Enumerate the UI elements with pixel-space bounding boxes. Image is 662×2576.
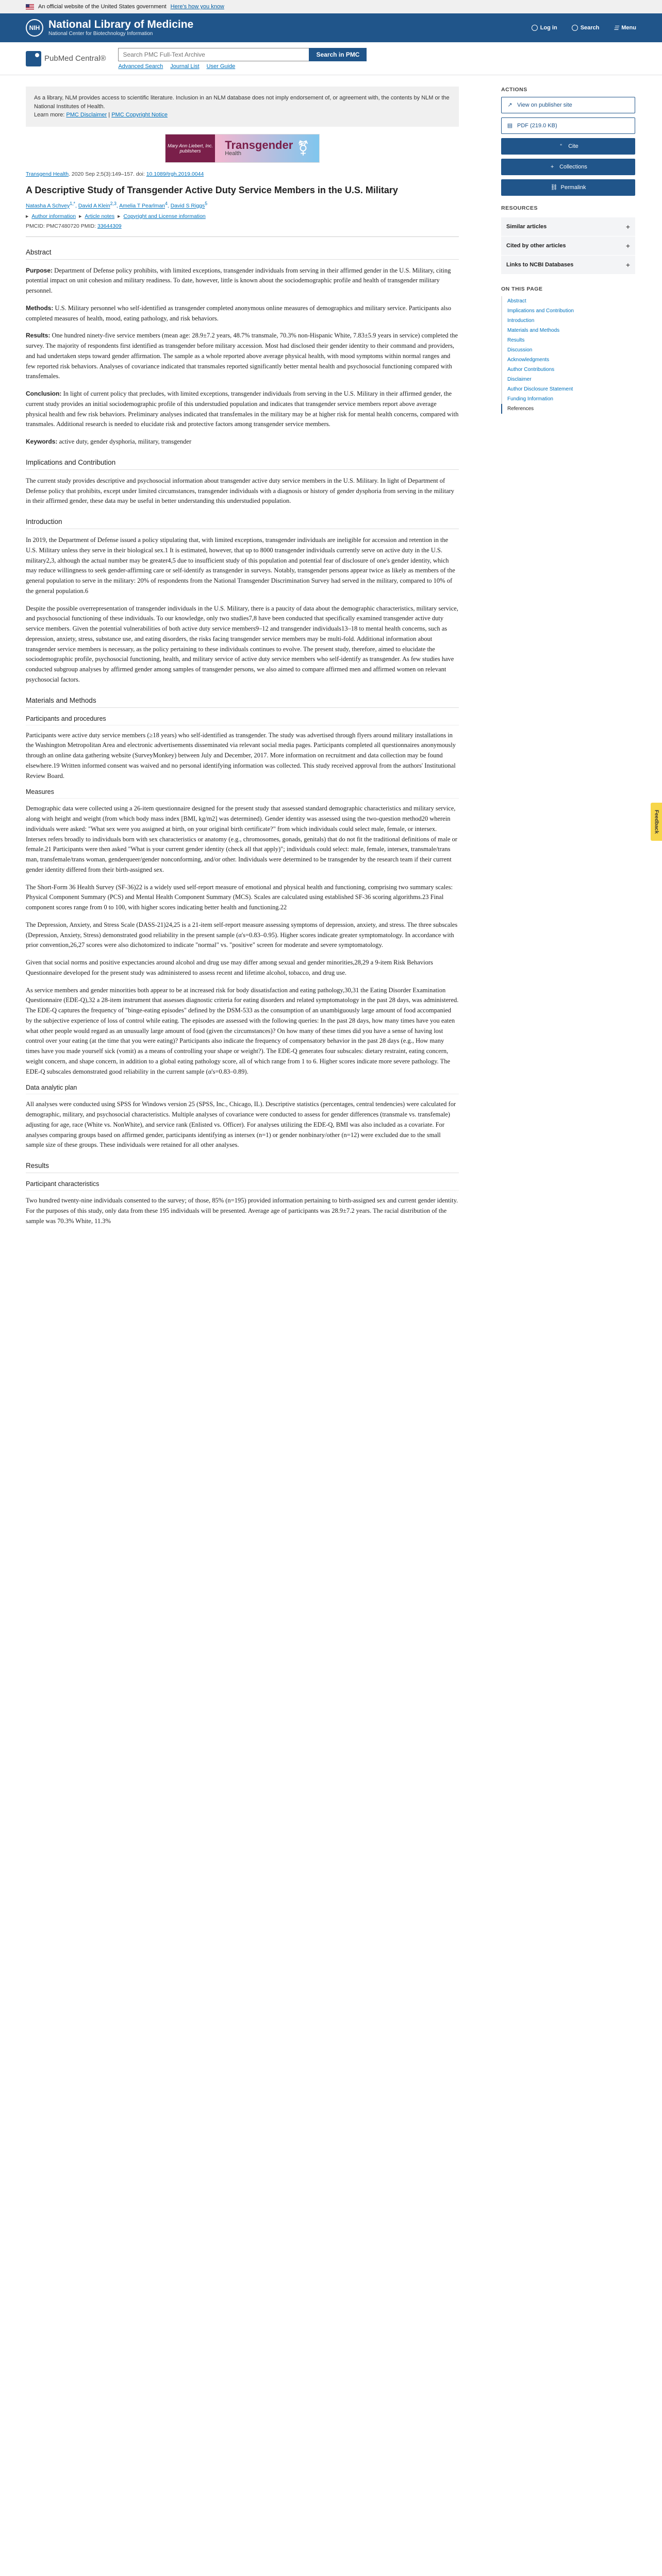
article-notes-link[interactable]: Article notes (85, 213, 115, 219)
toc-link[interactable]: Abstract (507, 298, 526, 304)
citation-line: Transgend Health. 2020 Sep 2;5(3):149–157. doi: 10.1089/trgh.2019.0044 (26, 171, 204, 177)
toc-link[interactable]: Funding Information (507, 396, 553, 402)
link-icon: ⛓ (550, 184, 558, 191)
toc-link[interactable]: Materials and Methods (507, 328, 560, 333)
methods-heading: Materials and Methods (26, 693, 459, 708)
quote-icon: “ (560, 143, 562, 149)
pmc-logo[interactable]: PubMed Central® (26, 51, 106, 66)
abstract-results: Results: One hundred ninety-five service members (mean age: 28.9±7.2 years, 48.7% transmale, 70.3% non-Hispanic White, 7.83±5.9 years in service) completed the survey. The majority of respondents first identified as transgender before military accession. Most had disclosed their gender identity to their command and providers, and had undertaken steps toward gender affirmation. The sample as a whole reported above average physical health, with mood symptoms within normal ranges and few reported risk behaviors. Analyses of covariance indicated that transmales reported significantly better mental health and psychosocial functioning compared with transfemales. (26, 332, 458, 380)
on-this-page-title: ON THIS PAGE (501, 286, 543, 292)
disclaimer-text: As a library, NLM provides access to scientific literature. Inclusion in an NLM database does not imply endorsement of, or agreement with, the contents by NLM or the National Institutes of Health. (34, 95, 450, 110)
journal-title: Transgender Health (225, 138, 293, 157)
toc-item (502, 335, 635, 345)
nlm-logo[interactable] (26, 19, 193, 37)
plus-icon: + (625, 242, 630, 250)
methods-paragraph: The Depression, Anxiety, and Stress Scale (DASS-21)24,25 is a 21-item self-report measure assessing symptoms of depression, anxiety, and stress. The three subscales (Depression, Anxiety, Stress) demonstrated good reliability in the present sample (α's=0.83–0.95). Higher scores indicate greater symptomatology. In accordance with prior convention,26,27 scores were also dichotomized to indicate "normal" vs. "positive" screen for moderate and severe symptomatology. (26, 921, 458, 949)
pmc-search-input[interactable] (118, 48, 309, 61)
results-paragraph: Two hundred twenty-nine individuals consented to the survey; of those, 85% (n=195) provided information pertaining to birth-assigned sex and current gender identity. For the purposes of this study, only data from these 195 individuals will be presented. Average age of participants was 28.9±7.2 years. The racial distribution of the sample was 70.3% White, 11.3% (26, 1197, 458, 1225)
toc-item (502, 316, 635, 326)
publisher-logo: Mary Ann Liebert, Inc. publishers (166, 134, 215, 162)
abstract-methods: Methods: U.S. Military personnel who self-identified as transgender completed anonymous online measures of demographics and military service. Participants also completed measures of health, mood, eating pathology, and risk behaviors. (26, 304, 452, 322)
methods-paragraph: Given that social norms and positive expectancies around alcohol and drug use may differ among sexual and gender minorities,28,29 a 9-item Risk Behaviors Questionnaire developed for the present study was administered to assess recent and lifetime alcohol, tobacco, and drug use. (26, 959, 433, 976)
participants-heading: Participants and procedures (26, 715, 459, 725)
author-list: Natasha A Schvey$^{1,*}$, David A Klein$^{2,3}$, Amelia T Pearlman$^4$, David S Riggs$^5$ (26, 201, 208, 209)
pmid-link[interactable]: 33644309 (97, 223, 122, 229)
actions-title: ACTIONS (501, 87, 527, 93)
menu-icon: ☰ (614, 25, 619, 31)
methods-paragraph: Demographic data were collected using a 26-item questionnaire designed for the present study that assessed standard demographic characteristics and military service, along with height and weight (from which body mass index [BMI, kg/m2] was determined). Gender identity was assessed using the two-question method20 wherein individuals were asked: "What sex were you assigned at birth, on your original birth certificate?" from which individuals could select male, female, or intersex. Intersex refers broadly to individuals born with sex characteristics or anatomy (e.g., chromosomes, gonads, genitals) that do not fit the traditional definitions of male or female.21 Participants were then asked "What is your current gender identity (check all that apply)"; individuals could select: male, female, intersex, transmale/trans man, transfemale/trans woman, genderqueer/gender nonconforming, and/or other. Individuals were determined to be transgender by the research team if their current gender identity differed from their birth-assigned sex. (26, 805, 457, 873)
gov-banner (0, 0, 662, 13)
collections-button[interactable]: + Collections (501, 159, 635, 175)
external-link-icon: ↗ (507, 102, 512, 108)
advanced-search-link[interactable]: Advanced Search (118, 63, 163, 70)
permalink-button[interactable]: ⛓ Permalink (501, 179, 635, 196)
toc-link[interactable]: Author Contributions (507, 367, 555, 372)
toc-link[interactable]: Results (507, 337, 525, 343)
pmc-logo-icon (26, 51, 41, 66)
plus-icon: + (625, 261, 630, 269)
abstract-conclusion: Conclusion: In light of current policy that precludes, with limited exceptions, transgender individuals from serving in the U.S. Military in their affirmed gender, the current study provides an initial sociodemographic profile of this understudied population and indicates that transgender service members report above average physical health and few risk behaviors. Preliminary analyses indicated that transfemales in the military may be at higher risk for mental health concerns, compared with transmales. Additional research is needed to elucidate risk and protective factors among transgender service members. (26, 390, 459, 428)
toc-item (502, 296, 635, 306)
author-link[interactable]: Amelia T Pearlman (119, 202, 165, 209)
pmc-disclaimer-link[interactable]: PMC Disclaimer (66, 112, 107, 118)
methods-paragraph: Participants were active duty service members (≥18 years) who self-identified as transgender. The study was advertised through flyers around military installations in the Washington Metropolitan Area and electronic advertisements disseminated via relevant social media pages. Participants completed all questionnaires anonymously through an online data gathering website (SurveyMonkey) between July and December, 2017. More information on recruitment and data collection may be found elsewhere.19 Written informed consent was waived and no personal identifying information was collected. This study received approval from the authors' Institutional Review Board. (26, 731, 456, 779)
toc-link[interactable]: Implications and Contribution (507, 308, 574, 314)
view-publisher-button[interactable]: ↗ View on publisher site (501, 97, 635, 113)
gov-banner-link[interactable]: Here's how you know (170, 4, 224, 10)
implications-text: The current study provides descriptive and psychosocial information about transgender active duty service members in the U.S. Military. In light of Department of Defense policy that prohibits, except under limited circumstances, transgender individuals with a diagnosis or history of gender dysphoria from serving in the military in their affirmed gender, these data may be useful in better understanding this understudied population. (26, 477, 455, 505)
toc-item (502, 326, 635, 335)
results-heading: Results (26, 1159, 459, 1173)
learn-more-label: Learn more: (34, 112, 65, 118)
copyright-link[interactable]: Copyright and License information (123, 213, 206, 219)
resources-title: RESOURCES (501, 205, 538, 211)
author-info-link[interactable]: Author information (31, 213, 76, 219)
journal-banner[interactable] (165, 134, 320, 163)
nlm-header (0, 13, 662, 42)
analytic-plan-heading: Data analytic plan (26, 1084, 459, 1094)
implications-section (26, 455, 459, 506)
chevron-down-icon: ▸ (26, 213, 29, 219)
plus-icon: + (625, 223, 630, 231)
toc-item (502, 306, 635, 316)
us-flag-icon (26, 4, 34, 10)
gov-banner-text: An official website of the United States government (38, 4, 167, 10)
introduction-section (26, 515, 459, 685)
toc-item (502, 365, 635, 375)
nlm-subtitle: National Center for Biotechnology Information (48, 31, 153, 37)
article-main (26, 87, 459, 1233)
introduction-paragraph: In 2019, the Department of Defense issued a policy stipulating that, with limited exceptions, transgender individuals are ineligible for accession and retention in the U.S. Military unless they serve in their biological sex.1 It is estimated, however, that up to 8000 transgender individuals currently serve on active duty in the U.S. military2,3, although the actual number may be greater4,5 due to insufficient study of this population and potential fear of disclosure of one's gender identity, which may reduce willingness to seek gender-affirming care or self-identify as transgender in surveys. Notably, transgender persons appear twice as likely as members of the general population to serve in the military: 20% of respondents from the National Transgender Discrimination Survey had served in the military, compared to 10% of the general population.6 (26, 536, 455, 595)
abstract-purpose: Purpose: Department of Defense policy prohibits, with limited exceptions, transgender individuals from serving in their affirmed gender in the U.S. Military, citing potential impact on unit cohesion and military readiness. To date, however, little is known about the sociodemographic profile and health of transgender military personnel. (26, 266, 451, 294)
journal-link[interactable]: Transgend Health (26, 171, 69, 177)
methods-paragraph: All analyses were conducted using SPSS for Windows version 25 (SPSS, Inc., Chicago, IL). Descriptive statistics (percentages, central tendencies) were calculated for demographic, military, and psychosocial characteristics. Multiple analyses of covariance were conducted to assess for gender differences (transmale vs. transfemale) adjusting for age, race (White vs. NonWhite), and service rank (Enlisted vs. Officer). For analyses utilizing the EDE-Q, BMI was also included as a covariate. For analyses comparing groups based on affirmed gender, participants identifying as intersex (n=1) or gender nonbinary/other (n=12) were excluded due to the small sample size of these groups. These individuals were retained for all other analyses. (26, 1100, 456, 1149)
toc-item (501, 404, 635, 414)
similar-articles-toggle[interactable]: Similar articles + (501, 217, 635, 236)
author-link[interactable]: David S Riggs (170, 202, 205, 209)
methods-paragraph: The Short-Form 36 Health Survey (SF-36)22 is a widely used self-report measure of emotional and physical health and functioning, comprising two summary scales: Physical Component Summary (PCS) and Mental Health Component Summary (MCS). Scales are calculated using established SF-36 scoring algorithms.23 Final component scores range from 0 to 100, with higher scores indicating better health and functioning.22 (26, 883, 453, 911)
introduction-heading: Introduction (26, 515, 459, 529)
pdf-icon: ▤ (507, 123, 513, 129)
chevron-down-icon: ▸ (79, 213, 82, 219)
search-icon (572, 25, 578, 31)
toc-link[interactable]: Introduction (507, 318, 535, 324)
toc-item (502, 355, 635, 365)
toc-link[interactable]: Author Disclosure Statement (507, 386, 573, 392)
cited-by-toggle[interactable]: Cited by other articles + (501, 236, 635, 256)
menu-button[interactable]: ☰ Menu (614, 25, 636, 31)
ncbi-links-toggle[interactable]: Links to NCBI Databases + (501, 256, 635, 275)
article-title: A Descriptive Study of Transgender Active Duty Service Members in the U.S. Military (26, 184, 398, 195)
header-search-button[interactable]: Search (572, 25, 600, 31)
article-ids: PMCID: PMC7480720 PMID: 33644309 (26, 223, 122, 229)
pmcid: PMC7480720 (46, 223, 79, 229)
nlm-seal-icon: NIH (26, 19, 43, 37)
toc-item (502, 394, 635, 404)
login-button[interactable]: Log in (532, 25, 557, 31)
abstract-keywords: Keywords: active duty, gender dysphoria, military, transgender (26, 438, 192, 445)
abstract-heading: Abstract (26, 245, 459, 260)
abstract-section (26, 245, 459, 447)
author-link[interactable]: Natasha A Schvey (26, 202, 70, 209)
user-icon (532, 25, 538, 31)
toc-item (502, 375, 635, 384)
toc-item (502, 384, 635, 394)
toc-link[interactable]: Acknowledgments (507, 357, 550, 363)
nlm-name: National Library of Medicine (48, 19, 194, 30)
journal-list-link[interactable]: Journal List (170, 63, 200, 70)
introduction-paragraph: Despite the possible overrepresentation of transgender individuals in the U.S. Military, there is a paucity of data about the demographic characteristics, military service, and psychosocial functioning of these individuals. To our knowledge, only two studies7,8 have been conducted that specifically examined transgender active duty service members. Given the potential vulnerabilities of both active duty service members9–12 and transgender individuals13–18 to mental health concerns, such as depression, anxiety, stress, substance use, and eating disorders, the risks facing transgender service members may be multi-fold. Additional information about transgender service members is necessary, as the policy pertaining to these individuals continues to evolve. The present study, therefore, aimed to elucidate the sociodemographic profile, psychosocial functioning, health, and military service of active duty service members who self-identify as transgender. As few studies have conducted subgroup analyses by affirmed gender among samples of transgender persons, we also aimed to compare affirmed men and affirmed women on relevant psychosocial factors. (26, 604, 458, 683)
transgender-symbol-icon: ⚧ (297, 140, 309, 156)
measures-heading: Measures (26, 788, 459, 799)
toc-link[interactable]: Disclaimer (507, 377, 532, 382)
methods-section (26, 693, 459, 1151)
cite-button[interactable]: “ Cite (501, 138, 635, 155)
implications-heading: Implications and Contribution (26, 455, 459, 470)
author-link[interactable]: David A Klein (78, 202, 110, 209)
user-guide-link[interactable]: User Guide (206, 63, 236, 70)
pdf-button[interactable]: ▤ PDF (219.0 KB) (501, 117, 635, 134)
toc-link[interactable]: References (507, 406, 534, 412)
participant-characteristics-heading: Participant characteristics (26, 1180, 459, 1191)
pmc-search-button[interactable]: Search in PMC (309, 48, 367, 61)
pmc-header (0, 42, 662, 75)
collections-icon: + (550, 164, 554, 170)
toc-link[interactable]: Discussion (507, 347, 533, 353)
chevron-down-icon: ▸ (118, 213, 121, 219)
disclaimer-box: As a library, NLM provides access to scientific literature. Inclusion in an NLM database does not imply endorsement of, or agreement with, the contents by NLM or the National Institutes of Health. Learn more: PMC Disclaimer | PMC Copyright Notice (26, 87, 459, 127)
resources-pane (501, 217, 635, 275)
toc-item (502, 345, 635, 355)
feedback-button[interactable]: Feedback (651, 803, 662, 841)
article-meta-links (26, 213, 459, 219)
results-section (26, 1159, 459, 1226)
sidebar (501, 87, 636, 1233)
doi-link[interactable]: 10.1089/trgh.2019.0044 (146, 171, 204, 177)
methods-paragraph: As service members and gender minorities both appear to be at increased risk for body dissatisfaction and eating pathology,30,31 the Eating Disorder Examination Questionnaire (EDE-Q),32 a 28-item instrument that assesses diagnostic criteria for eating disorders and related symptomatology in the past 28 days, was administered. The EDE-Q captures the frequency of "binge-eating episodes" defined by the DSM-533 as the consumption of an unambiguously large amount of food accompanied by the subjective experience of loss of control while eating. The episodes are assessed with the following queries: In the past 28 days, how many times have you eaten what other people would regard as an unusually large amount of food (given the circumstances)? On how many of these times did you have a sense of having lost control over your eating (at the time that you were eating)? Participants also indicate the frequency of compensatory behavior in the past 28 days (e.g., How many times have you made yourself sick (vomit) as a means of controlling your shape or weight?). The EDE-Q generates four subscales: dietary restraint, eating concern, weight concern, and shape concern, in addition to a global eating pathology score, all of which range from 1 to 6. Higher scores indicate more severe pathology. The EDE-Q subscales demonstrated good reliability in the current sample (α's=0.83–0.89). (26, 986, 459, 1075)
pmc-copyright-link[interactable]: PMC Copyright Notice (111, 112, 168, 118)
on-this-page-list (501, 296, 635, 414)
